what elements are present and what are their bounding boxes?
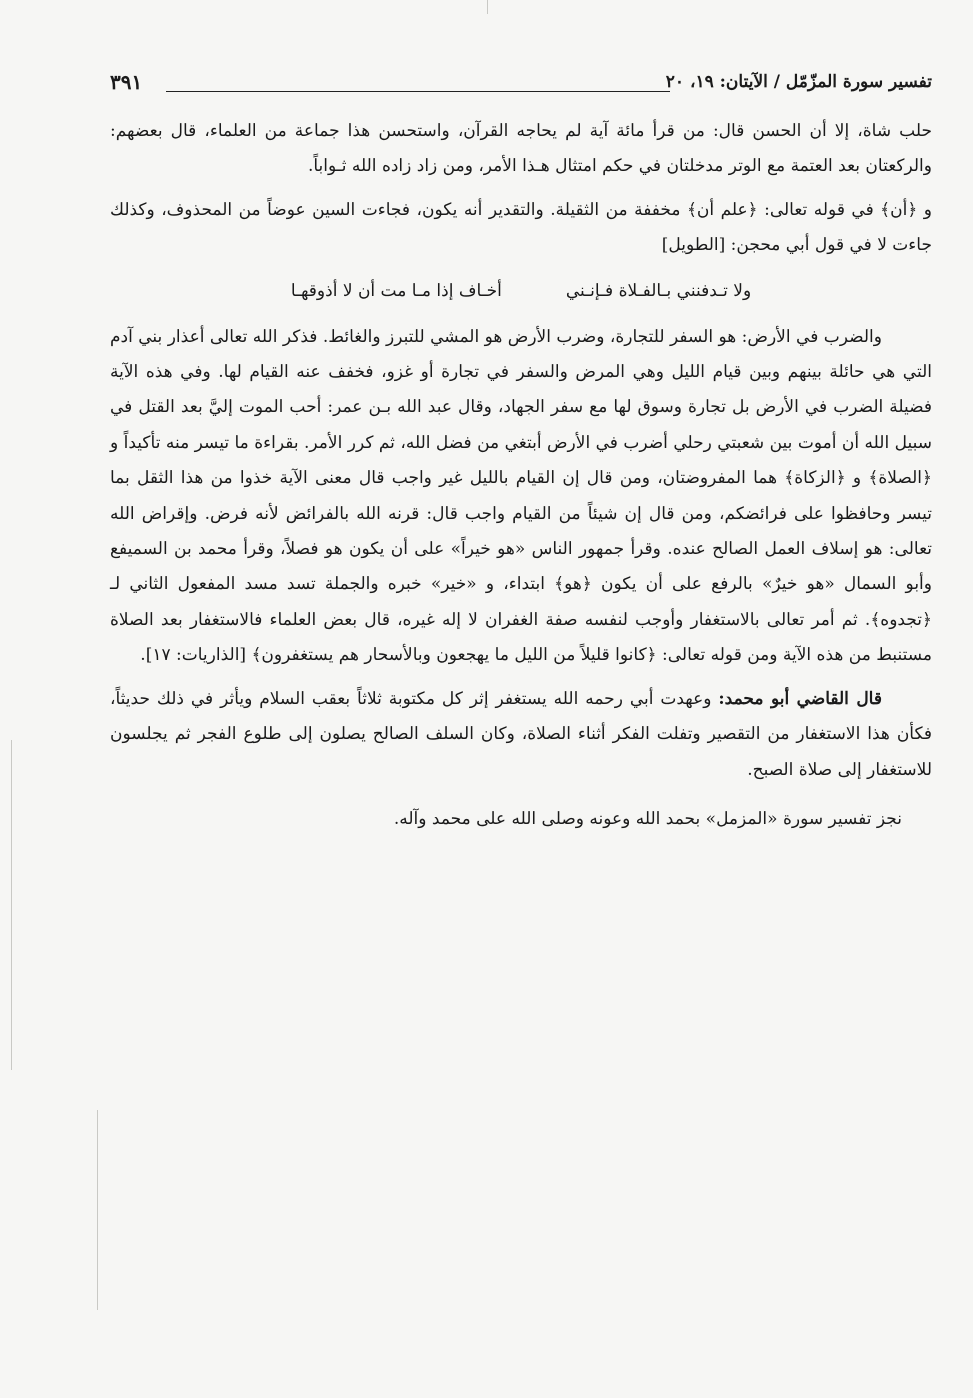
scan-mark-left — [11, 740, 12, 1070]
scan-mark-top — [487, 0, 488, 14]
paragraph-gap — [110, 185, 932, 193]
closing-line: نجز تفسير سورة «المزمل» بحمد الله وعونه وصلى الله على محمد وآله. — [393, 808, 902, 829]
scan-mark-left-2 — [97, 1110, 98, 1310]
paragraph-4-lead: قال القاضي أبو محمد: — [718, 688, 882, 709]
paragraph-1: حلب شاة، إلا أن الحسن قال: من قرأ مائة آية لم يحاجه القرآن، واستحسن هذا جماعة من العلماء، قال بعضهم: والركعتان بعد العتمة مع الوتر مدخلتان في حكم امتثال هـذا الأمر، ومن زاد زاده الله ثـواباً. — [110, 121, 932, 177]
paragraph-2: و ﴿أن﴾ في قوله تعالى: ﴿علم أن﴾ مخففة من الثقيلة. والتقدير أنه يكون، فجاءت السين عوضاً من المحذوف، وكذلك جاءت لا في قول أبي محجن: [الطويل] — [110, 199, 932, 256]
paragraph-4 — [110, 682, 932, 788]
verse-hemistich-2: أخـاف إذا مـا مت أن لا أذوقهـا — [290, 280, 502, 301]
header-rule — [166, 91, 670, 92]
paragraph-4-body: وعهدت أبي رحمه الله يستغفر إثر كل مكتوبة ثلاثاً بعقب السلام ويأثر في ذلك حديثاً، فكأن هذا الاستغفار من التقصير وتفلت الفكر أثناء الصلاة، وكان السلف الصالح يصلون إلى طلوع الفجر ثم يجلسون للاستغفار إلى صلاة الصبح. — [110, 688, 932, 780]
page-number: ٣٩١ — [110, 70, 143, 94]
poetry-verse — [110, 276, 932, 306]
paragraph-gap — [110, 674, 932, 682]
paragraph-3: والضرب في الأرض: هو السفر للتجارة، وضرب الأرض هو المشي للتبرز والغائط. فذكر الله تعالى أعذار بني آدم التي هي حائلة بينهم وبين قيام الليل وهي المرض والسفر في تجارة أو غزو، فخفف عنه القيام لها. وفي هذه الآية فضيلة الضرب في الأرض بل تجارة وسوق لها مع سفر الجهاد، وقال عبد الله بـن عمر: أحب الموت إليَّ بعد القتل في سبيل الله أن أموت بين شعبتي رحلي أضرب في الأرض أبتغي من فضل الله، ثم كرر الأمر. بقراءة ما تيسر منه تأكيداً و ﴿الصلاة﴾ و ﴿الزكاة﴾ هما المفروضتان، ومن قال إن القيام بالليل غير واجب قال معنى الآية خذوا من هذا الثقل بما تيسر وحافظوا على فرائضكم، ومن قال إن شيئاً من القيام واجب قال: قرنه الله بالفرائض لأنه فرض. وإقراض الله تعالى: هو إسلاف العمل الصالح عنده. وقرأ جمهور الناس «هو خيراً» على أن يكون هو فصلاً، وقرأ محمد بن السميفع وأبو السمال «هو خيرٌ» بالرفع على أن يكون ﴿هو﴾ ابتداء، و «خير» خبره والجملة تسد مسد المفعول الثاني لـ ﴿تجدوه﴾. ثم أمر تعالى بالاستغفار وأوجب لنفسه صفة الغفران لا إله غيره، قال بعض العلماء فالاستغفار بعد الصلاة مستنبط من هذه الآية ومن قوله تعالى: ﴿كانوا قليلاً من الليل ما يهجعون وبالأسحار هم يستغفرون﴾ [الذاريات: ١٧]. — [110, 326, 932, 666]
running-header — [110, 66, 932, 106]
body-text — [110, 114, 932, 837]
header-title: تفسير سورة المزّمّل / الآيتان: ١٩، ٢٠ — [665, 72, 932, 92]
verse-hemistich-1: ولا تـدفنني بـالفـلاة فـإنـني — [565, 280, 752, 301]
